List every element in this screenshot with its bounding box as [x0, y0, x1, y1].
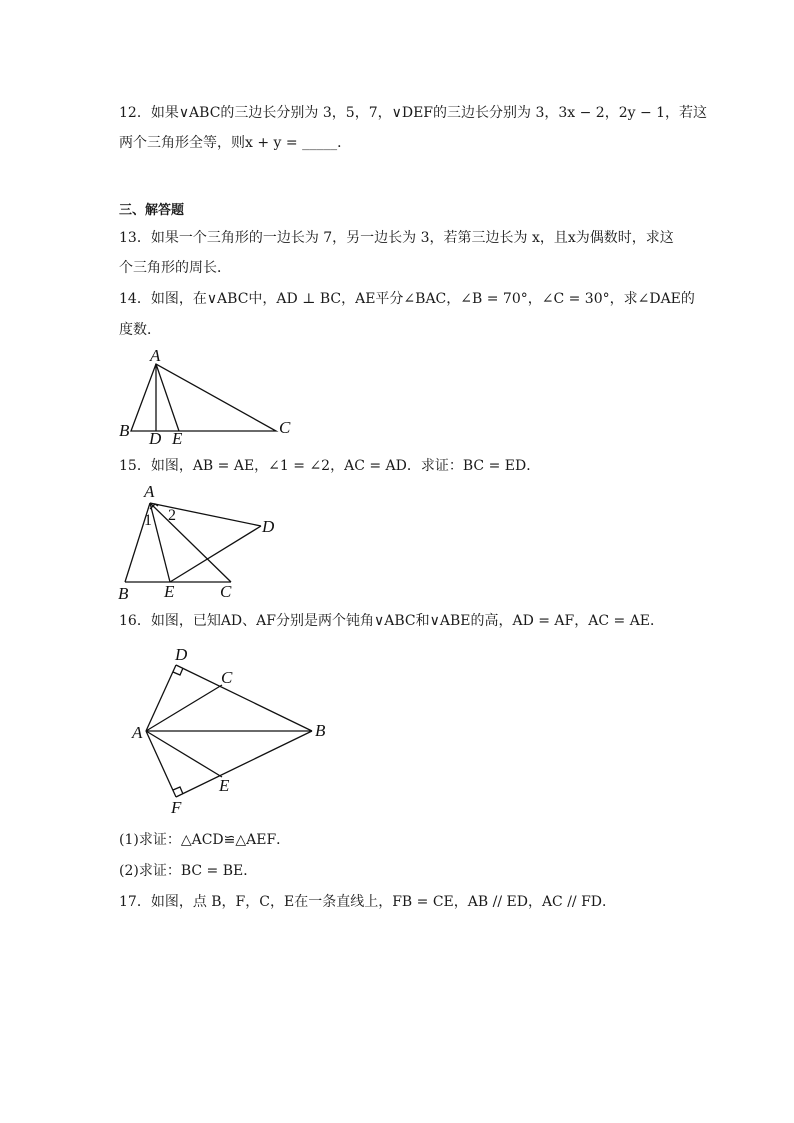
q15-label-angle-1: 1: [144, 512, 152, 529]
q14-triangle-abc: [131, 364, 276, 431]
q12-line-1: 12．如果∨ABC的三边长分别为 3，5，7，∨DEF的三边长分别为 3，3x − 2，2y − 1，若这: [119, 105, 708, 121]
section-title: 三、解答题: [119, 203, 185, 218]
q16-seg-fe-b: [176, 731, 312, 797]
q16-label-a: A: [132, 723, 143, 742]
q14-line-2: 度数．: [119, 322, 161, 338]
q16-label-e: E: [219, 776, 230, 795]
q15-seg-ac: [150, 503, 231, 582]
q15-label-c: C: [220, 582, 232, 601]
q14-bisector-ae: [156, 364, 179, 431]
q16-label-b: B: [315, 721, 326, 740]
q16-label-d: D: [175, 645, 188, 664]
q14-label-c: C: [279, 418, 291, 437]
q17-line-1: 17．如图，点 B，F，C，E在一条直线上，FB = CE，AB // ED，AC // FD．: [119, 894, 617, 910]
q15-label-angle-2: 2: [168, 507, 176, 524]
q14-label-d: D: [149, 429, 162, 448]
q15-label-b: B: [118, 584, 129, 603]
q15-label-a: A: [144, 482, 155, 501]
q13-line-2: 个三角形的周长．: [119, 260, 231, 276]
q14-label-a: A: [150, 346, 161, 365]
q16-part-2: (2)求证：BC = BE．: [119, 863, 258, 879]
q16-seg-af: [146, 731, 176, 797]
q15-seg-ed: [170, 526, 261, 582]
q16-seg-ac: [146, 685, 222, 731]
q16-label-f: F: [171, 798, 182, 817]
q13-line-1: 13．如果一个三角形的一边长为 7，另一边长为 3，若第三边长为 x，且x为偶数时，求这: [119, 230, 674, 246]
q14-label-e: E: [172, 429, 183, 448]
q16-seg-ad: [146, 665, 176, 731]
q15-label-d: D: [262, 517, 275, 536]
q16-label-c: C: [221, 668, 233, 687]
q12-line-2: 两个三角形全等，则x + y = _____．: [119, 135, 352, 151]
q14-line-1: 14．如图，在∨ABC中，AD ⊥ BC，AE平分∠BAC，∠B = 70°，∠C = 30°，求∠DAE的: [119, 291, 695, 307]
q15-line-1: 15．如图，AB = AE，∠1 = ∠2，AC = AD．求证：BC = ED．: [119, 458, 541, 474]
q15-seg-ae: [150, 503, 170, 582]
q15-label-e: E: [164, 582, 175, 601]
q15-seg-ad: [150, 503, 261, 526]
q16-line-1: 16．如图，已知AD、AF分别是两个钝角∨ABC和∨ABE的高，AD = AF，AC = AE．: [119, 613, 665, 629]
q14-label-b: B: [119, 421, 130, 440]
q14-figure-lines: [131, 364, 276, 431]
q16-seg-dc-b: [176, 665, 312, 731]
q16-seg-ae: [146, 731, 222, 777]
q16-part-1: (1)求证：△ACD≌△AEF．: [119, 832, 291, 848]
